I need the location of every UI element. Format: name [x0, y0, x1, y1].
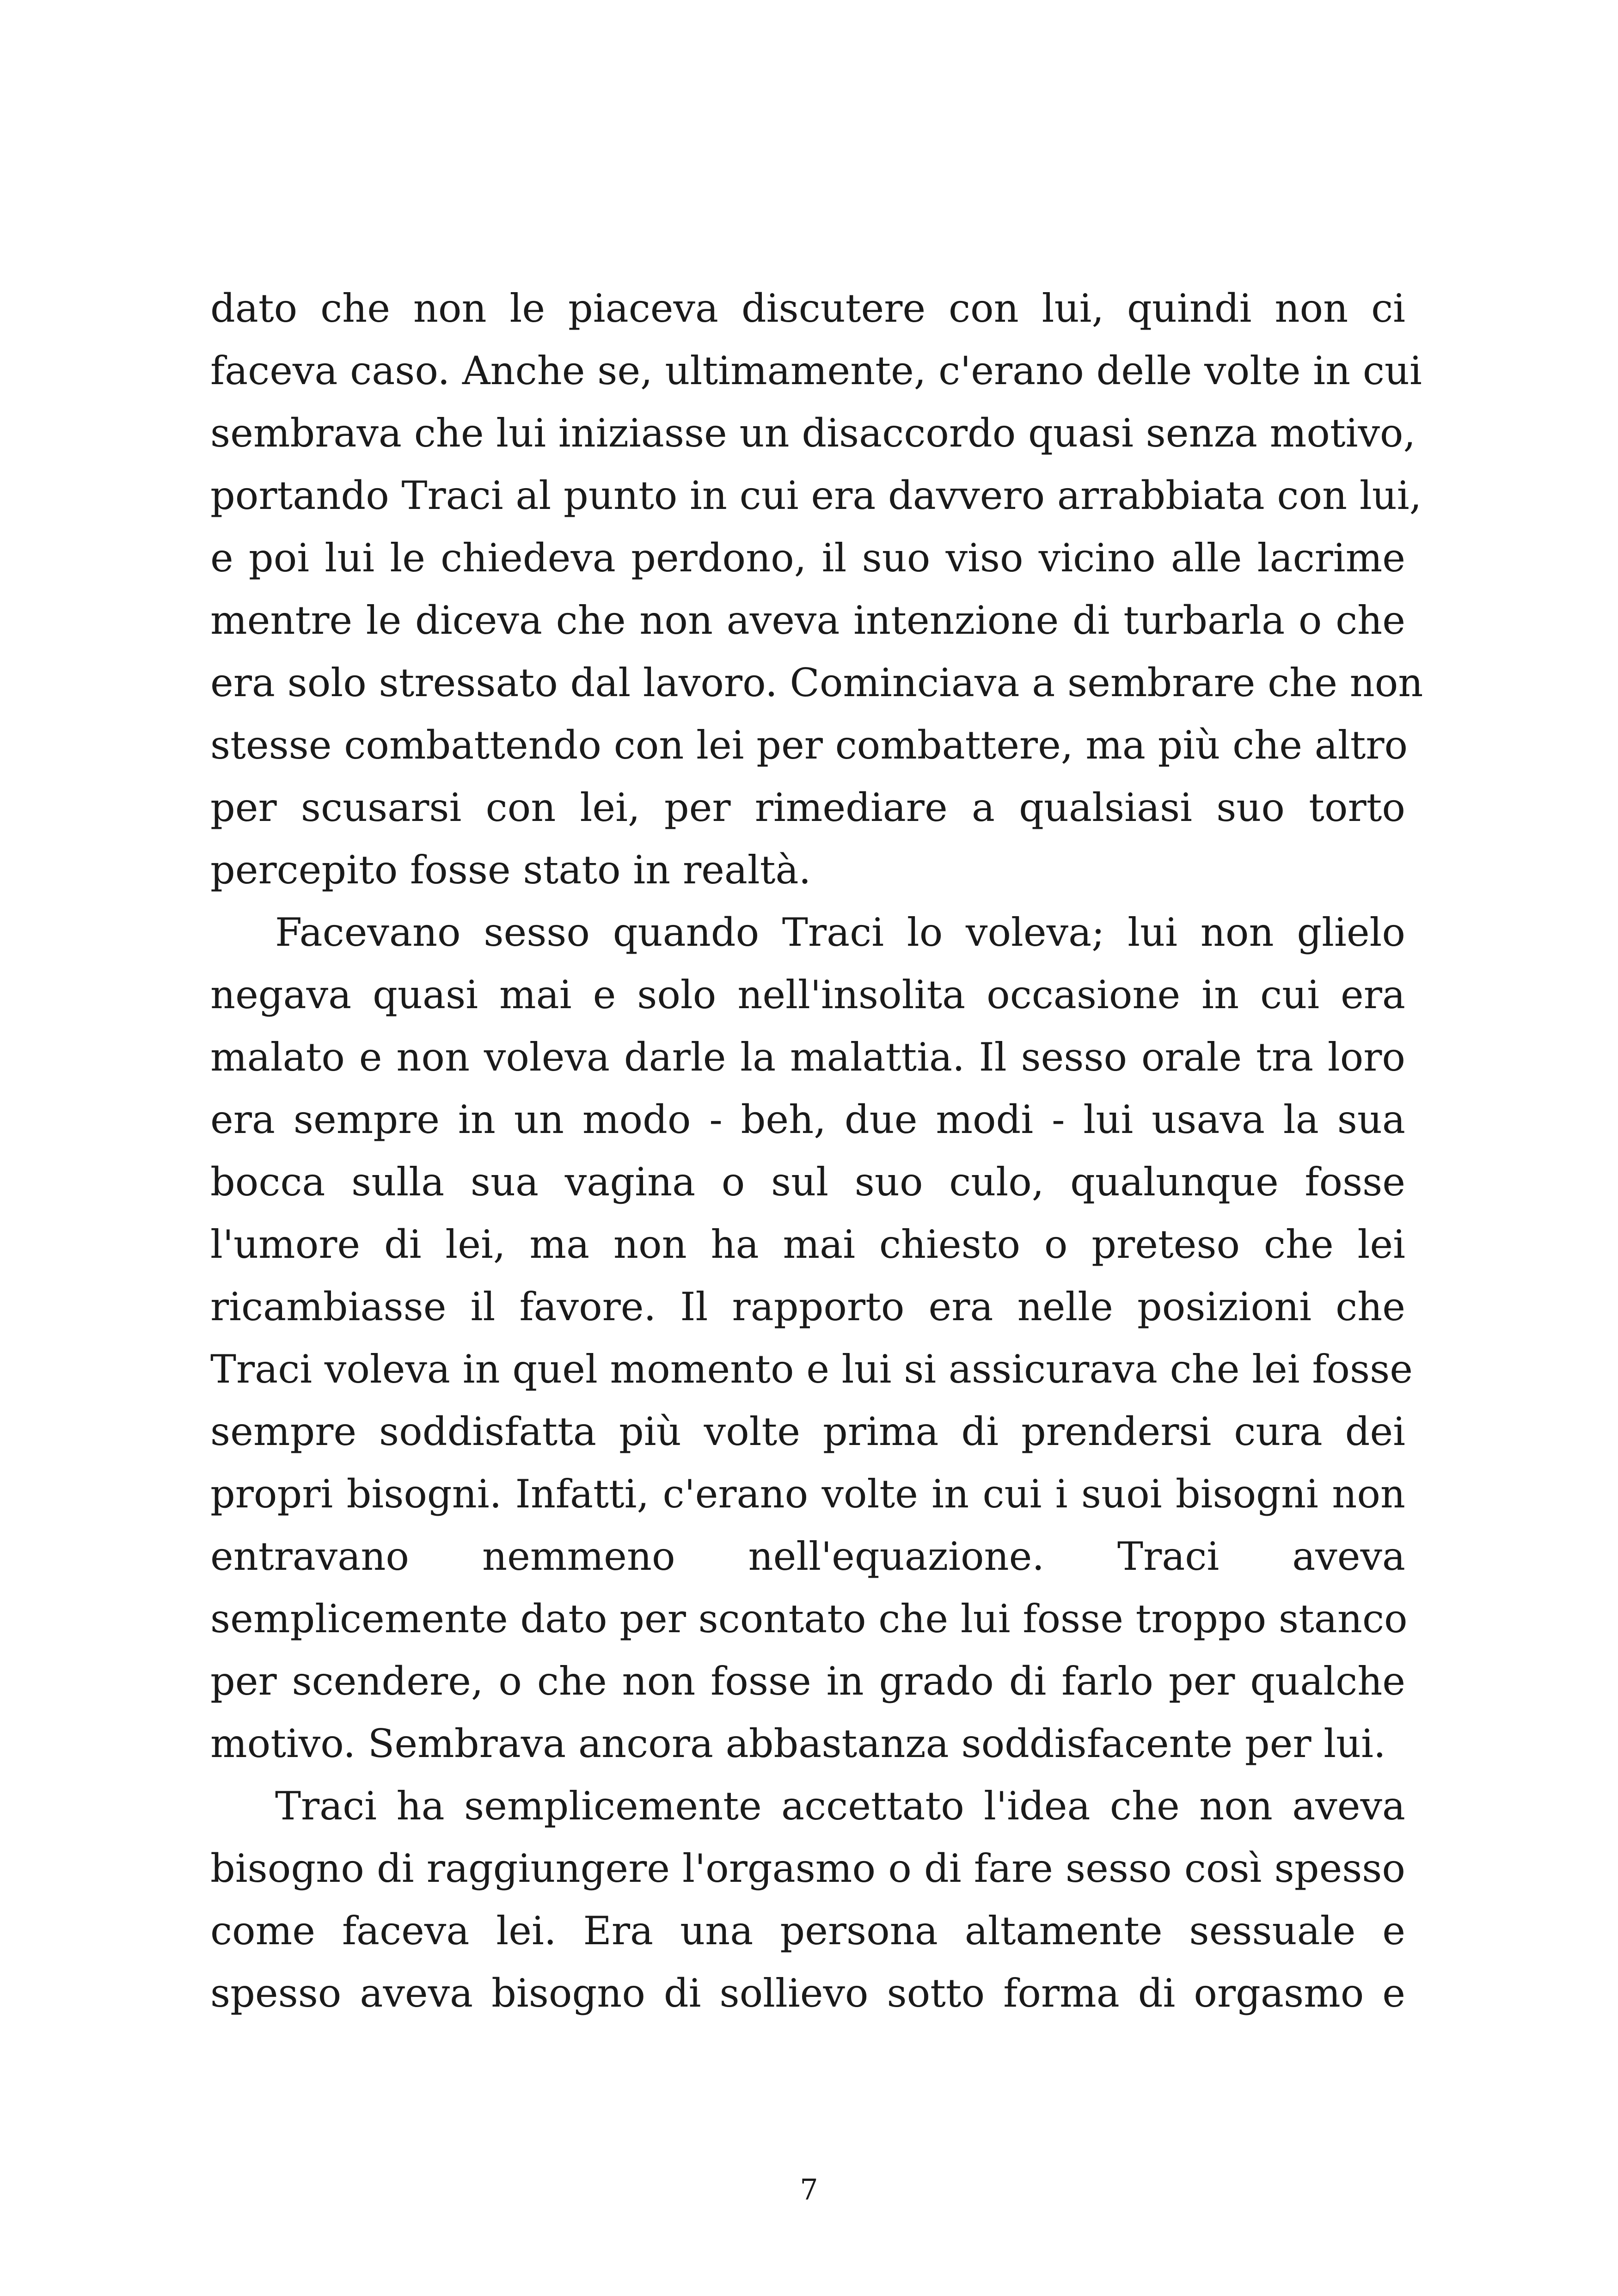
text-line: bocca sulla sua vagina o sul suo culo, qualunque fosse: [210, 1159, 1405, 1205]
text-line: dato che non le piaceva discutere con lui, quindi non ci: [210, 286, 1405, 331]
text-line: era solo stressato dal lavoro. Cominciava a sembrare che non: [210, 660, 1423, 705]
body-text: [210, 277, 1423, 2025]
text-line: entravano nemmeno nell'equazione. Traci aveva: [210, 1534, 1405, 1579]
text-line: era sempre in un modo - beh, due modi - lui usava la sua: [210, 1097, 1405, 1142]
text-line: propri bisogni. Infatti, c'erano volte in cui i suoi bisogni non: [210, 1471, 1405, 1517]
text-line: spesso aveva bisogno di sollievo sotto forma di orgasmo e: [210, 1971, 1405, 2016]
text-line: stesse combattendo con lei per combattere, ma più che altro: [210, 722, 1408, 768]
text-line: Traci voleva in quel momento e lui si assicurava che lei fosse: [210, 1347, 1413, 1392]
text-line: malato e non voleva darle la malattia. Il sesso orale tra loro: [210, 1035, 1405, 1080]
text-line: ricambiasse il favore. Il rapporto era nelle posizioni che: [210, 1284, 1405, 1329]
text-line: l'umore di lei, ma non ha mai chiesto o preteso che lei: [210, 1222, 1405, 1267]
page-number: 7: [800, 2173, 818, 2206]
text-line: per scendere, o che non fosse in grado di farlo per qualche: [210, 1659, 1405, 1704]
text-line: faceva caso. Anche se, ultimamente, c'erano delle volte in cui: [210, 348, 1422, 393]
text-line: percepito fosse stato in realtà.: [210, 847, 811, 893]
text-line: semplicemente dato per scontato che lui fosse troppo stanco: [210, 1596, 1408, 1641]
text-line: motivo. Sembrava ancora abbastanza soddisfacente per lui.: [210, 1721, 1386, 1766]
text-line: mentre le diceva che non aveva intenzione di turbarla o che: [210, 598, 1405, 643]
text-line: sempre soddisfatta più volte prima di prendersi cura dei: [210, 1409, 1405, 1454]
text-line: portando Traci al punto in cui era davvero arrabbiata con lui,: [210, 473, 1422, 518]
text-line: per scusarsi con lei, per rimediare a qualsiasi suo torto: [210, 785, 1405, 830]
text-line: sembrava che lui iniziasse un disaccordo quasi senza motivo,: [210, 410, 1416, 456]
paragraph-first-line: Facevano sesso quando Traci lo voleva; lui non glielo: [275, 910, 1405, 955]
text-line: bisogno di raggiungere l'orgasmo o di fare sesso così spesso: [210, 1846, 1405, 1891]
text-line: negava quasi mai e solo nell'insolita occasione in cui era: [210, 972, 1405, 1017]
text-line: come faceva lei. Era una persona altamente sessuale e: [210, 1908, 1405, 1953]
text-line: e poi lui le chiedeva perdono, il suo viso vicino alle lacrime: [210, 535, 1405, 581]
paragraph-first-line: Traci ha semplicemente accettato l'idea che non aveva: [275, 1783, 1405, 1829]
